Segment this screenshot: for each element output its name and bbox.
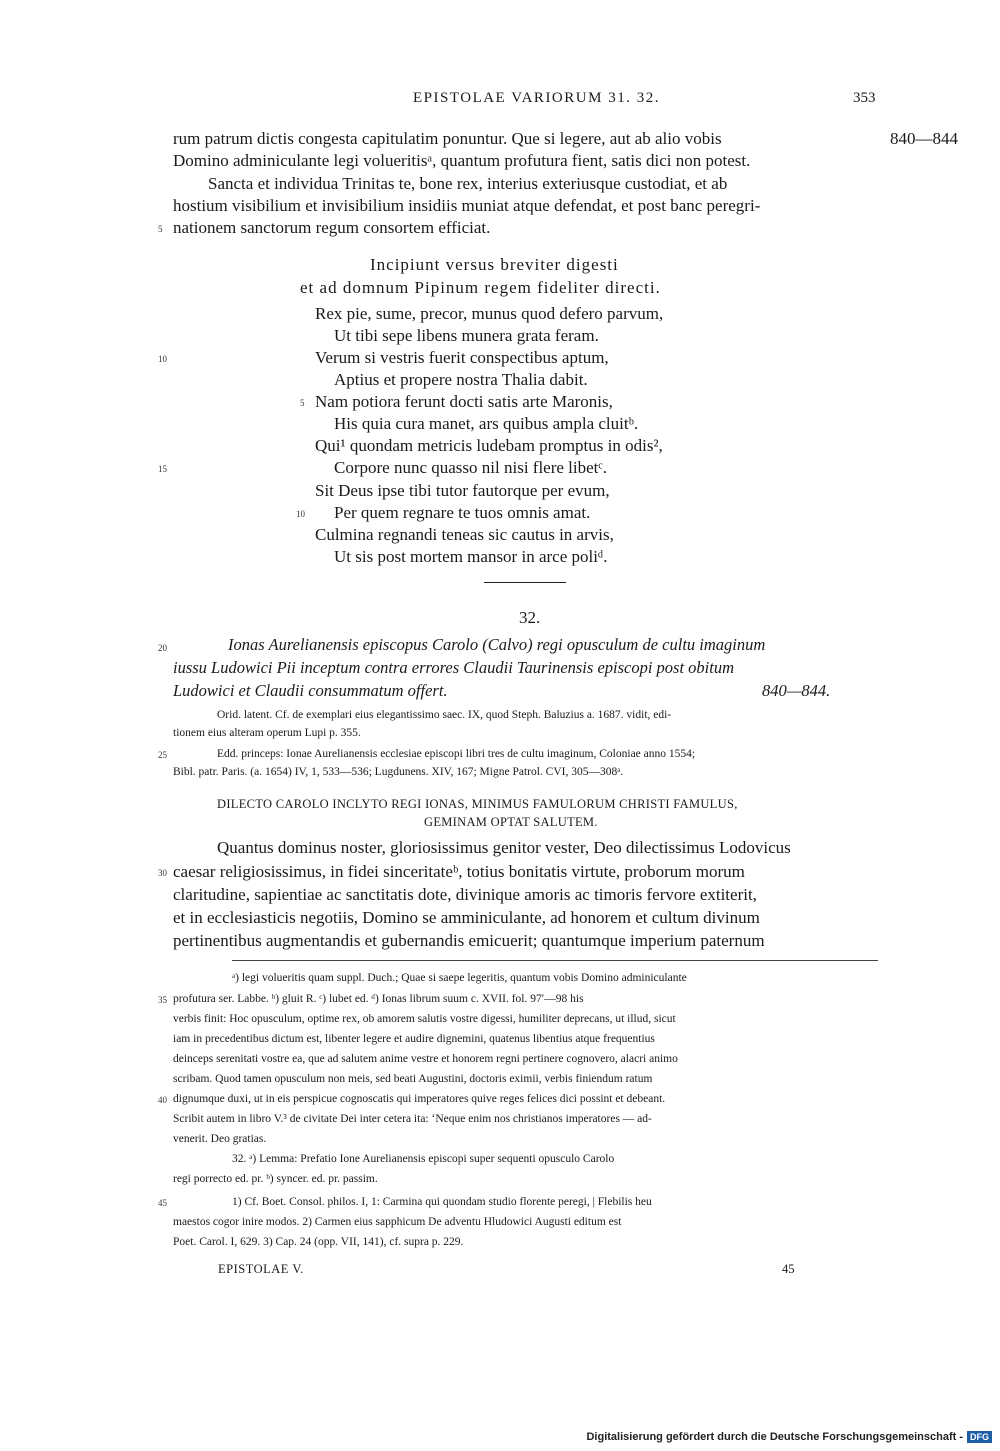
page-number: 353 — [853, 90, 876, 106]
section-date: 840—844. — [762, 681, 831, 700]
line-number: 25 — [158, 750, 167, 760]
source-note: tionem eius alteram operum Lupi p. 355. — [173, 727, 361, 739]
verse-number: 10 — [296, 509, 305, 519]
paragraph-line: nationem sanctorum regum consortem efficiat. — [173, 218, 491, 237]
body-line: pertinentibus augmentandis et gubernandis emicuerit; quantumque imperium paternum — [173, 931, 765, 950]
footnote-line: deinceps serenitati vostre ea, que ad salutem anime vestre et honorem regni pertinere cognovero, alacri animo — [173, 1053, 678, 1065]
footer-signature: EPISTOLAE V. — [218, 1262, 304, 1276]
footnote-line: verbis finit: Hoc opusculum, optime rex, ob amorem salutis vostre digessi, humiliter deprecans, ut illud, sicut — [173, 1013, 676, 1025]
body-line: claritudine, sapientiae ac sanctitatis dote, divinique amoris ac timoris fervore extiterit, — [173, 885, 757, 904]
source-note: Edd. princeps: Ionae Aurelianensis ecclesiae episcopi libri tres de cultu imaginum, Coloniae anno 1554; — [217, 748, 696, 760]
body-line: caesar religiosissimus, in fidei sinceritateᵇ, totius bonitatis virtute, proborum morum — [173, 862, 745, 881]
verse-heading: Incipiunt versus breviter digesti — [370, 255, 619, 274]
salutation: DILECTO CAROLO INCLYTO REGI IONAS, MINIMUS FAMULORUM CHRISTI FAMULUS, — [217, 797, 738, 811]
numbered-footnote: 1) Cf. Boet. Consol. philos. I, 1: Carmina qui quondam studio florente peregi, | Flebilis heu — [232, 1196, 652, 1208]
line-number: 45 — [158, 1198, 167, 1208]
running-title: EPISTOLAE VARIORUM 31. 32. — [413, 90, 660, 106]
footnote-line: venerit. Deo gratias. — [173, 1133, 267, 1145]
verse-line: Nam potiora ferunt docti satis arte Maronis, — [315, 392, 613, 411]
line-number: 30 — [158, 868, 167, 878]
line-number: 20 — [158, 643, 167, 653]
verse-line: Sit Deus ipse tibi tutor fautorque per evum, — [315, 481, 610, 500]
section-title-line: Ionas Aurelianensis episcopus Carolo (Calvo) regi opusculum de cultu imaginum — [228, 635, 766, 654]
paragraph-line: Domino adminiculante legi volueritisᵃ, quantum profutura fient, satis dici non potest. — [173, 151, 751, 170]
numbered-footnote: Poet. Carol. I, 629. 3) Cap. 24 (opp. VII, 141), cf. supra p. 229. — [173, 1236, 464, 1248]
paragraph-line: hostium visibilium et invisibilium insidiis muniat atque defendat, et post banc peregri- — [173, 196, 761, 215]
verse-line: Ut sis post mortem mansor in arce poliᵈ. — [334, 547, 608, 566]
numbered-footnote: maestos cogor inire modos. 2) Carmen eius sapphicum De adventu Hludowici Augusti editum est — [173, 1216, 622, 1228]
verse-line: Per quem regnare te tuos omnis amat. — [334, 503, 591, 522]
line-number: 15 — [158, 464, 167, 474]
footnote-line: regi porrecto ed. pr. ᵇ) syncer. ed. pr. passim. — [173, 1173, 378, 1185]
verse-line: Aptius et propere nostra Thalia dabit. — [334, 370, 588, 389]
salutation: GEMINAM OPTAT SALUTEM. — [424, 815, 598, 829]
line-number: 35 — [158, 995, 167, 1005]
source-note: Orid. latent. Cf. de exemplari eius elegantissimo saec. IX, quod Steph. Baluzius a. 1687. vidit, edi- — [217, 709, 672, 721]
footer-sheet-number: 45 — [782, 1262, 795, 1276]
line-number: 40 — [158, 1095, 167, 1105]
verse-line: Rex pie, sume, precor, munus quod defero parvum, — [315, 304, 664, 323]
source-note: Bibl. patr. Paris. (a. 1654) IV, 1, 533—536; Lugdunens. XIV, 167; Migne Patrol. CVI, 305—308ᵃ. — [173, 766, 624, 778]
section-divider — [484, 582, 566, 583]
footnote-line: ᵃ) legi volueritis quam suppl. Duch.; Quae si saepe legeritis, quantum vobis Domino adminiculante — [232, 972, 687, 984]
footnote-line: 32. ᵃ) Lemma: Prefatio Ione Aurelianensis episcopi super sequenti opusculo Carolo — [232, 1153, 615, 1165]
paragraph-line: rum patrum dictis congesta capitulatim ponuntur. Que si legere, aut ab alio vobis — [173, 129, 722, 148]
footnote-rule — [232, 960, 878, 961]
section-number: 32. — [519, 608, 541, 627]
section-title-line: Ludowici et Claudii consummatum offert. — [173, 681, 448, 700]
verse-line: Culmina regnandi teneas sic cautus in arvis, — [315, 525, 614, 544]
section-title-line: iussu Ludowici Pii inceptum contra errores Claudii Taurinensis episcopi post obitum — [173, 658, 735, 677]
line-number: 10 — [158, 354, 167, 364]
verse-line: Qui¹ quondam metricis ludebam promptus in odis², — [315, 436, 663, 455]
footnote-line: profutura ser. Labbe. ᵇ) gluit R. ᶜ) lubet ed. ᵈ) Ionas librum suum c. XVII. fol. 97′—98 his — [173, 993, 584, 1005]
paragraph-line: Sancta et individua Trinitas te, bone rex, interius exteriusque custodiat, et ab — [208, 174, 728, 193]
dfg-logo: DFG — [967, 1431, 992, 1443]
body-line: Quantus dominus noster, gloriosissimus genitor vester, Deo dilectissimus Lodovicus — [217, 838, 791, 857]
verse-line: Corpore nunc quasso nil nisi flere libetᶜ. — [334, 458, 607, 477]
line-number: 5 — [158, 224, 163, 234]
body-line: et in ecclesiasticis negotiis, Domino se amminiculante, ad honorem et cultum divinum — [173, 908, 760, 927]
margin-date: 840—844 — [890, 129, 958, 148]
footnote-line: iam in precedentibus dictum est, libenter legere et audire dignemini, quatenus libentius atque frequentius — [173, 1033, 655, 1045]
verse-line: His quia cura manet, ars quibus ampla cluitᵇ. — [334, 414, 639, 433]
verse-number: 5 — [300, 398, 305, 408]
verse-heading: et ad domnum Pipinum regem fideliter directi. — [300, 278, 661, 297]
verse-line: Verum si vestris fuerit conspectibus aptum, — [315, 348, 609, 367]
digitization-credit — [586, 1431, 992, 1443]
credit-text: Digitalisierung gefördert durch die Deutsche Forschungsgemeinschaft - — [586, 1431, 963, 1443]
footnote-line: scribam. Quod tamen opusculum non meis, sed beati Augustini, doctoris eximii, verbis finiendum ratum — [173, 1073, 653, 1085]
footnote-line: dignumque duxi, ut in eis perspicue cognoscatis qui imperatores quive reges felices dici possint et debeant. — [173, 1093, 666, 1105]
verse-line: Ut tibi sepe libens munera grata feram. — [334, 326, 599, 345]
footnote-line: Scribit autem in libro V.³ de civitate Dei inter cetera ita: ‘Neque enim nos christianos imperatores — ad- — [173, 1113, 652, 1125]
